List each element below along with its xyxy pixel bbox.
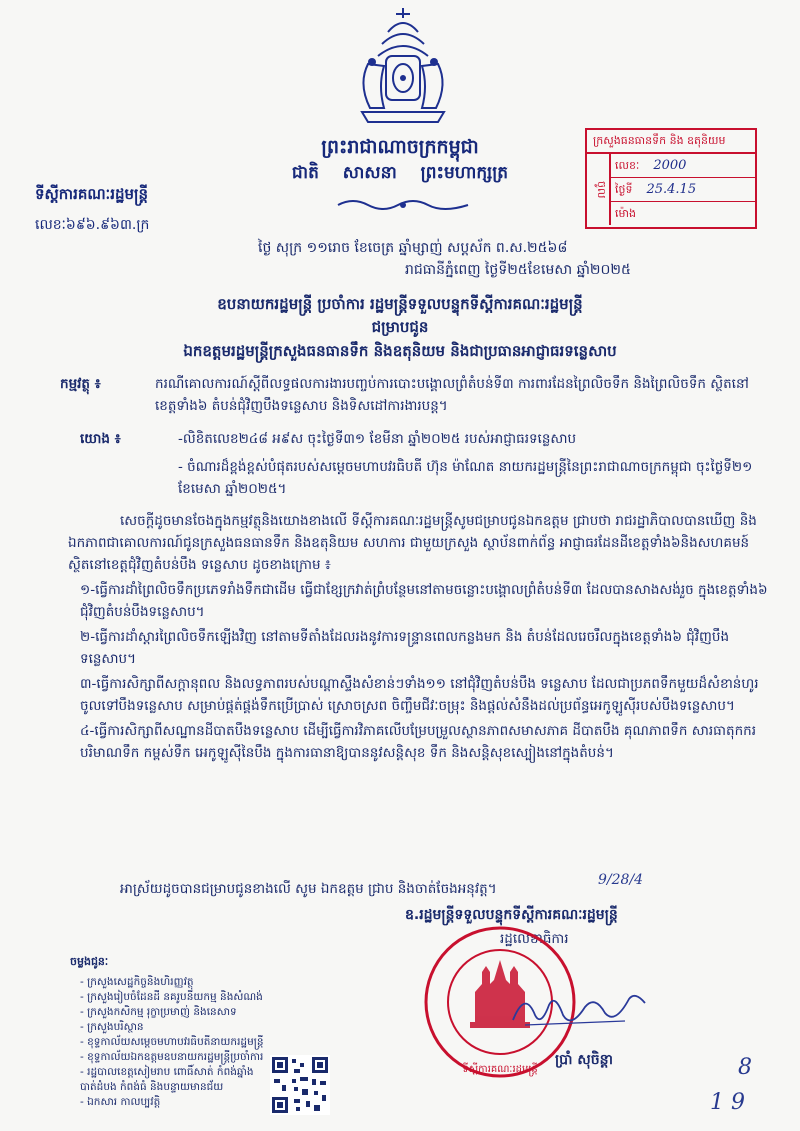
received-stamp bbox=[585, 128, 757, 229]
body-item: ៣-ធ្វើការសិក្សាពីសក្តានុពល និងលទ្ធភាពរបស់បណ្តាស្ទឹងសំខាន់ៗទាំង១១ នៅជុំវិញតំបន់បឹង ទន្លេសាប ដែលជាប្រភពទឹកមួយដ៏សំខាន់ហូរចូលទៅបឹងទន្លេសាប សម្រាប់ផ្គត់ផ្គង់ទឹកប្រើប្រាស់ ស្រោចស្រព ចិញ្ចឹមជីវៈចម្រុះ និងផ្តល់សំនឹងដល់ប្រព័ន្ធអេកូឡូស៊ីរបស់បឹងទន្លេសាប។ bbox=[80, 676, 759, 714]
signatory-name: ប្រាំ សុចិន្តា bbox=[555, 1052, 613, 1068]
lunar-date: ថ្ងៃ សុក្រ ១១រោច ខែចេត្រ ឆ្នាំម្សាញ់ សប្តស័ក ព.ស.២៥៦៨ bbox=[258, 240, 568, 256]
letter-body bbox=[68, 510, 768, 766]
cc-item: - ក្រសួងបរិស្ថាន bbox=[80, 1021, 144, 1033]
cc-item: - ខុទ្ទកាល័យសម្តេចមហាបវរធិបតីនាយករដ្ឋមន្ត្រី bbox=[80, 1036, 264, 1048]
seal-text: ទីស្តីការគណៈរដ្ឋមន្ត្រី bbox=[462, 1064, 538, 1075]
reference-item: -លិខិតលេខ២៤៨ អ៩ស ចុះថ្ងៃទី៣១ ខែមីនា ឆ្នាំ២០២៥ របស់អាជ្ញាធរទន្លេសាប bbox=[178, 431, 577, 447]
cc-item: - ក្រសួងកសិកម្ម រុក្ខាប្រមាញ់ និងនេសាទ bbox=[80, 1006, 237, 1018]
subject-label: កម្មវត្ថុ ៖ bbox=[60, 376, 101, 392]
cc-item: - ក្រសួងសេដ្ឋកិច្ចនិងហិរញ្ញវត្ថុ bbox=[80, 976, 194, 988]
margin-note: 8 bbox=[738, 1055, 752, 1080]
reference-item: - ចំណារដ៏ខ្ពង់ខ្ពស់បំផុតរបស់សម្តេចមហាបវរធិបតី ហ៊ុន ម៉ាណែត នាយករដ្ឋមន្ត្រីនៃព្រះរាជាណាចក្រកម្ពុជា ចុះថ្ងៃទី២១ ខែមេសា ឆ្នាំ២០២៥។ bbox=[178, 459, 753, 497]
subject-block bbox=[60, 373, 760, 417]
stamp-number-value: 2000 bbox=[653, 158, 687, 173]
signatory-title: ឧ.រដ្ឋមន្ត្រីទទួលបន្ទុកទីស្តីការគណៈរដ្ឋមន្ត្រី bbox=[405, 907, 618, 923]
cc-item: បាត់ដំបង កំពង់ធំ និងបន្ទាយមានជ័យ bbox=[80, 1081, 224, 1093]
stamp-row-time: ម៉ោង bbox=[615, 207, 636, 220]
margin-note: 1 9 bbox=[710, 1090, 745, 1115]
closing-line: អាស្រ័យដូចបានជម្រាបជូនខាងលើ សូម ឯកឧត្តម ជ្រាប និងចាត់ចែងអនុវត្ត។ bbox=[120, 881, 497, 897]
reference-label: យោង ៖ bbox=[80, 431, 121, 447]
reference-number: លេខៈ៦៩៦.៩៦៣.ក្រ bbox=[35, 217, 150, 233]
body-item: ៤-ធ្វើការសិក្សាពីសណ្ឋានដីបាតបឹងទន្លេសាប ដើម្បីធ្វើការវិភាគលើបម្រែបម្រួលស្ថានភាពសមាសភាគ ដីបាតបឹង គុណភាពទឹក សារធាតុកករ បរិមាណទឹក កម្ពស់ទឹក អេកូឡូស៊ីនៃបឹង ក្នុងការធានាឱ្យបាននូវសន្តិសុខ ទឹក និងសន្តិសុខស្បៀងនៅក្នុងតំបន់។ bbox=[80, 723, 757, 761]
stamp-date-value: 25.4.15 bbox=[646, 182, 697, 197]
cc-list bbox=[70, 955, 264, 1110]
handwritten-initials: 9/28/4 bbox=[598, 872, 644, 888]
body-item: ១-ធ្វើការដាំព្រៃលិចទឹកប្រភេទរាំងទឹកជាដើម ធ្វើជាខ្សែក្រវាត់ព្រំបន្ថែមនៅតាមចន្លោះបង្គោលព្រំតំបន់ទី៣ ដែលបានសាងសង់រួច ក្នុងខេត្តទាំង៦ ជុំវិញតំបន់បឹងទន្លេសាប។ bbox=[80, 582, 768, 620]
cc-item: - ក្រសួងរៀបចំដែនដី នគរូបនីយកម្ម និងសំណង់ bbox=[80, 991, 263, 1003]
signatory-position: រដ្ឋលេខាធិការ bbox=[500, 931, 569, 947]
body-intro: សេចក្តីដូចមានចែងក្នុងកម្មវត្ថុនិងយោងខាងលើ ទីស្តីការគណៈរដ្ឋមន្ត្រីសូមជម្រាបជូនឯកឧត្តម ជ្រាបថា រាជរដ្ឋាភិបាលបានឃើញ និងឯកភាពជាគោលការណ៍ជូនក្រសួងធនធានទឹក និងឧតុនិយម សហការ ជាមួយក្រសួង ស្ថាប័នពាក់ព័ន្ធ អាជ្ញាធរដែនដីខេត្តទាំង៦និងសហគមន៍ស្ថិតនៅខេត្តជុំវិញតំបន់បឹង ទន្លេសាប ដូចខាងក្រោម ៖ bbox=[68, 513, 757, 573]
stamp-row-date: ថ្ងៃទី 25.4.15 bbox=[611, 178, 755, 202]
qr-code-icon[interactable] bbox=[270, 1055, 330, 1115]
sender-title: ឧបនាយករដ្ឋមន្ត្រី ប្រចាំការ រដ្ឋមន្ត្រីទទួលបន្ទុកទីស្តីការគណៈរដ្ឋមន្ត្រី bbox=[217, 295, 583, 313]
national-motto: ជាតិ សាសនា ព្រះមហាក្សត្រ bbox=[291, 163, 509, 183]
subject-text: ករណីគោលការណ៍ស្តីពីលទ្ធផលការងារបញ្ចប់ការបោះបង្គោលព្រំតំបន់ទី៣ ការពារដែនព្រៃលិចទឹក និងព្រៃលិចទឹក ស្ថិតនៅខេត្តទាំង៦ តំបន់ជុំវិញបឹងទន្លេសាប និងទិសដៅការងារបន្ត។ bbox=[155, 376, 749, 414]
royal-emblem-icon bbox=[348, 4, 458, 132]
cc-item: - រដ្ឋបាលខេត្តសៀមរាប ពោធិ៍សាត់ កំពង់ឆ្នាំង bbox=[80, 1066, 254, 1078]
cc-heading: ចម្លងជូនៈ bbox=[70, 955, 109, 968]
kingdom-header: ព្រះរាជាណាចក្រកម្ពុជា bbox=[321, 136, 479, 158]
cc-item: - ខុទ្ទកាល័យឯកឧត្តមឧបនាយករដ្ឋមន្ត្រីប្រចាំការ bbox=[80, 1051, 264, 1063]
stamp-side-label: ចូល bbox=[587, 154, 611, 225]
handwritten-signature bbox=[505, 985, 655, 1035]
body-item: ២-ធ្វើការដាំស្តារព្រៃលិចទឹកឡើងវិញ នៅតាមទីតាំងដែលរងនូវការទន្ទ្រានពេលកន្លងមក និង តំបន់ដែលរេចរឹលក្នុងខេត្តទាំង៦ ជុំវិញបឹងទន្លេសាប។ bbox=[80, 629, 730, 667]
ornament-divider-icon bbox=[333, 195, 473, 215]
stamp-title: ក្រសួងធនធានទឹក និង ឧតុនិយម bbox=[587, 130, 755, 154]
salutation: ជម្រាបជូន bbox=[371, 318, 429, 336]
recipient-title: ឯកឧត្តមរដ្ឋមន្ត្រីក្រសួងធនធានទឹក និងឧតុនិយម និងជាប្រធានអាជ្ញាធរទន្លេសាប bbox=[183, 342, 617, 360]
stamp-row-number: លេខៈ 2000 bbox=[611, 154, 755, 178]
issuing-office: ទីស្តីការគណៈរដ្ឋមន្ត្រី bbox=[35, 185, 149, 203]
solar-date: រាជធានីភ្នំពេញ ថ្ងៃទី២៥ខែមេសា ឆ្នាំ២០២៥ bbox=[405, 262, 631, 278]
reference-block bbox=[60, 428, 760, 500]
cc-item: - ឯកសារ កាលប្បវត្តិ bbox=[80, 1096, 161, 1108]
